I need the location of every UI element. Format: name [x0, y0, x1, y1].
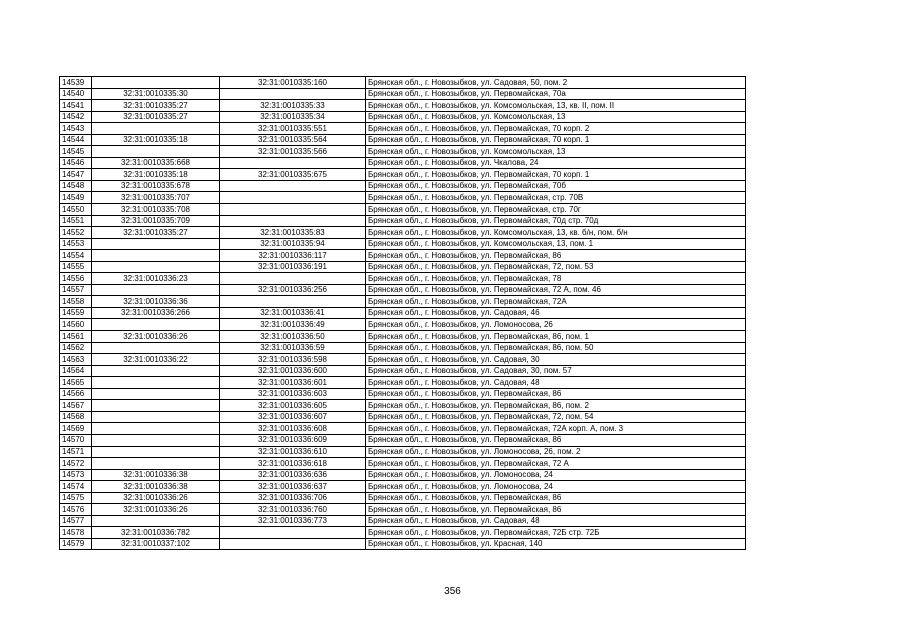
row-number-cell: 14550 — [60, 204, 92, 216]
object-cadastral-number-cell: 32:31:0010336:607 — [220, 411, 366, 423]
row-number-cell: 14572 — [60, 458, 92, 470]
land-cadastral-number-cell — [92, 123, 220, 135]
object-cadastral-number-cell: 32:31:0010336:637 — [220, 481, 366, 493]
table-row — [60, 446, 746, 458]
address-cell: Брянская обл., г. Новозыбков, ул. Первомайская, 72А корп. А, пом. 3 — [366, 423, 746, 435]
row-number-cell: 14570 — [60, 434, 92, 446]
row-number-cell: 14566 — [60, 388, 92, 400]
row-number-cell: 14543 — [60, 123, 92, 135]
table-row — [60, 481, 746, 493]
table-row — [60, 307, 746, 319]
object-cadastral-number-cell: 32:31:0010335:83 — [220, 227, 366, 239]
address-cell: Брянская обл., г. Новозыбков, ул. Комсомольская, 13 — [366, 111, 746, 123]
land-cadastral-number-cell: 32:31:0010336:266 — [92, 307, 220, 319]
row-number-cell: 14559 — [60, 307, 92, 319]
row-number-cell: 14575 — [60, 492, 92, 504]
row-number-cell: 14551 — [60, 215, 92, 227]
row-number-cell: 14577 — [60, 515, 92, 527]
row-number-cell: 14547 — [60, 169, 92, 181]
table-row — [60, 515, 746, 527]
land-cadastral-number-cell: 32:31:0010335:27 — [92, 227, 220, 239]
land-cadastral-number-cell: 32:31:0010335:18 — [92, 134, 220, 146]
row-number-cell: 14553 — [60, 238, 92, 250]
address-cell: Брянская обл., г. Новозыбков, ул. Первомайская, 86, пом. 1 — [366, 331, 746, 343]
address-cell: Брянская обл., г. Новозыбков, ул. Комсомольская, 13, кв. II, пом. II — [366, 100, 746, 112]
table-row — [60, 111, 746, 123]
object-cadastral-number-cell: 32:31:0010336:601 — [220, 377, 366, 389]
address-cell: Брянская обл., г. Новозыбков, ул. Первомайская, 72Б стр. 72Б — [366, 527, 746, 539]
address-cell: Брянская обл., г. Новозыбков, ул. Первомайская, 72 А — [366, 458, 746, 470]
address-cell: Брянская обл., г. Новозыбков, ул. Первомайская, 70б — [366, 180, 746, 192]
land-cadastral-number-cell — [92, 77, 220, 89]
row-number-cell: 14563 — [60, 354, 92, 366]
object-cadastral-number-cell: 32:31:0010336:773 — [220, 515, 366, 527]
table-row — [60, 296, 746, 308]
table-row — [60, 180, 746, 192]
address-cell: Брянская обл., г. Новозыбков, ул. Комсомольская, 13 — [366, 146, 746, 158]
row-number-cell: 14539 — [60, 77, 92, 89]
table-row — [60, 123, 746, 135]
table-row — [60, 319, 746, 331]
object-cadastral-number-cell: 32:31:0010336:59 — [220, 342, 366, 354]
address-cell: Брянская обл., г. Новозыбков, ул. Ломоносова, 24 — [366, 481, 746, 493]
table-row — [60, 227, 746, 239]
address-cell: Брянская обл., г. Новозыбков, ул. Садовая, 48 — [366, 377, 746, 389]
address-cell: Брянская обл., г. Новозыбков, ул. Первомайская, 70 корп. 2 — [366, 123, 746, 135]
land-cadastral-number-cell: 32:31:0010337:102 — [92, 538, 220, 550]
land-cadastral-number-cell: 32:31:0010336:26 — [92, 492, 220, 504]
object-cadastral-number-cell: 32:31:0010336:603 — [220, 388, 366, 400]
table-row — [60, 423, 746, 435]
land-cadastral-number-cell — [92, 388, 220, 400]
address-cell: Брянская обл., г. Новозыбков, ул. Первомайская, 70а — [366, 88, 746, 100]
table-row — [60, 192, 746, 204]
object-cadastral-number-cell: 32:31:0010335:551 — [220, 123, 366, 135]
table-row — [60, 331, 746, 343]
row-number-cell: 14574 — [60, 481, 92, 493]
table-row — [60, 284, 746, 296]
object-cadastral-number-cell: 32:31:0010336:610 — [220, 446, 366, 458]
land-cadastral-number-cell — [92, 458, 220, 470]
object-cadastral-number-cell: 32:31:0010336:191 — [220, 261, 366, 273]
row-number-cell: 14540 — [60, 88, 92, 100]
land-cadastral-number-cell — [92, 250, 220, 262]
address-cell: Брянская обл., г. Новозыбков, ул. Первомайская, 72, пом. 53 — [366, 261, 746, 273]
table-row — [60, 400, 746, 412]
address-cell: Брянская обл., г. Новозыбков, ул. Первомайская, 86, пом. 2 — [366, 400, 746, 412]
object-cadastral-number-cell: 32:31:0010336:41 — [220, 307, 366, 319]
land-cadastral-number-cell: 32:31:0010336:38 — [92, 469, 220, 481]
row-number-cell: 14565 — [60, 377, 92, 389]
table-row — [60, 388, 746, 400]
table-row — [60, 100, 746, 112]
land-cadastral-number-cell: 32:31:0010335:18 — [92, 169, 220, 181]
table-row — [60, 354, 746, 366]
row-number-cell: 14568 — [60, 411, 92, 423]
land-cadastral-number-cell: 32:31:0010336:36 — [92, 296, 220, 308]
land-cadastral-number-cell: 32:31:0010336:38 — [92, 481, 220, 493]
page-number: 356 — [444, 586, 461, 597]
land-cadastral-number-cell — [92, 261, 220, 273]
object-cadastral-number-cell: 32:31:0010336:598 — [220, 354, 366, 366]
address-cell: Брянская обл., г. Новозыбков, ул. Первомайская, 72А — [366, 296, 746, 308]
table-row — [60, 146, 746, 158]
address-cell: Брянская обл., г. Новозыбков, ул. Первомайская, 70д стр. 70д — [366, 215, 746, 227]
object-cadastral-number-cell: 32:31:0010336:706 — [220, 492, 366, 504]
table-row — [60, 492, 746, 504]
address-cell: Брянская обл., г. Новозыбков, ул. Первомайская, 86 — [366, 388, 746, 400]
land-cadastral-number-cell: 32:31:0010335:708 — [92, 204, 220, 216]
address-cell: Брянская обл., г. Новозыбков, ул. Первомайская, 72 А, пом. 46 — [366, 284, 746, 296]
table-row — [60, 77, 746, 89]
address-cell: Брянская обл., г. Новозыбков, ул. Первомайская, 86 — [366, 504, 746, 516]
address-cell: Брянская обл., г. Новозыбков, ул. Первомайская, 72, пом. 54 — [366, 411, 746, 423]
object-cadastral-number-cell — [220, 192, 366, 204]
land-cadastral-number-cell: 32:31:0010336:26 — [92, 331, 220, 343]
row-number-cell: 14564 — [60, 365, 92, 377]
land-cadastral-number-cell: 32:31:0010336:23 — [92, 273, 220, 285]
row-number-cell: 14569 — [60, 423, 92, 435]
object-cadastral-number-cell — [220, 296, 366, 308]
table-row — [60, 377, 746, 389]
address-cell: Брянская обл., г. Новозыбков, ул. Садовая, 30 — [366, 354, 746, 366]
address-cell: Брянская обл., г. Новозыбков, ул. Садовая, 46 — [366, 307, 746, 319]
row-number-cell: 14555 — [60, 261, 92, 273]
object-cadastral-number-cell: 32:31:0010335:160 — [220, 77, 366, 89]
table-row — [60, 238, 746, 250]
address-cell: Брянская обл., г. Новозыбков, ул. Ломоносова, 26 — [366, 319, 746, 331]
row-number-cell: 14573 — [60, 469, 92, 481]
row-number-cell: 14579 — [60, 538, 92, 550]
land-cadastral-number-cell — [92, 377, 220, 389]
address-cell: Брянская обл., г. Новозыбков, ул. Первомайская, стр. 70г — [366, 204, 746, 216]
land-cadastral-number-cell — [92, 146, 220, 158]
object-cadastral-number-cell: 32:31:0010336:600 — [220, 365, 366, 377]
object-cadastral-number-cell: 32:31:0010336:608 — [220, 423, 366, 435]
object-cadastral-number-cell — [220, 215, 366, 227]
object-cadastral-number-cell: 32:31:0010336:256 — [220, 284, 366, 296]
address-cell: Брянская обл., г. Новозыбков, ул. Первомайская, 86 — [366, 434, 746, 446]
row-number-cell: 14562 — [60, 342, 92, 354]
object-cadastral-number-cell: 32:31:0010336:605 — [220, 400, 366, 412]
object-cadastral-number-cell: 32:31:0010335:94 — [220, 238, 366, 250]
table-row — [60, 169, 746, 181]
table-row — [60, 273, 746, 285]
object-cadastral-number-cell: 32:31:0010335:675 — [220, 169, 366, 181]
object-cadastral-number-cell — [220, 88, 366, 100]
land-cadastral-number-cell: 32:31:0010335:668 — [92, 157, 220, 169]
address-cell: Брянская обл., г. Новозыбков, ул. Первомайская, 70 корп. 1 — [366, 169, 746, 181]
address-cell: Брянская обл., г. Новозыбков, ул. Садовая, 48 — [366, 515, 746, 527]
object-cadastral-number-cell: 32:31:0010336:609 — [220, 434, 366, 446]
land-cadastral-number-cell: 32:31:0010336:26 — [92, 504, 220, 516]
land-cadastral-number-cell — [92, 446, 220, 458]
table-row — [60, 261, 746, 273]
object-cadastral-number-cell: 32:31:0010336:618 — [220, 458, 366, 470]
table-row — [60, 88, 746, 100]
land-cadastral-number-cell: 32:31:0010335:30 — [92, 88, 220, 100]
object-cadastral-number-cell — [220, 157, 366, 169]
table-row — [60, 215, 746, 227]
table-row — [60, 157, 746, 169]
row-number-cell: 14576 — [60, 504, 92, 516]
object-cadastral-number-cell: 32:31:0010335:33 — [220, 100, 366, 112]
address-cell: Брянская обл., г. Новозыбков, ул. Первомайская, 78 — [366, 273, 746, 285]
land-cadastral-number-cell: 32:31:0010336:22 — [92, 354, 220, 366]
address-cell: Брянская обл., г. Новозыбков, ул. Первомайская, 86 — [366, 492, 746, 504]
land-cadastral-number-cell: 32:31:0010335:707 — [92, 192, 220, 204]
object-cadastral-number-cell: 32:31:0010335:564 — [220, 134, 366, 146]
table-row — [60, 469, 746, 481]
object-cadastral-number-cell — [220, 204, 366, 216]
object-cadastral-number-cell: 32:31:0010336:636 — [220, 469, 366, 481]
table-row — [60, 204, 746, 216]
table-row — [60, 134, 746, 146]
row-number-cell: 14560 — [60, 319, 92, 331]
land-cadastral-number-cell — [92, 423, 220, 435]
land-cadastral-number-cell — [92, 238, 220, 250]
row-number-cell: 14571 — [60, 446, 92, 458]
row-number-cell: 14552 — [60, 227, 92, 239]
land-cadastral-number-cell: 32:31:0010336:782 — [92, 527, 220, 539]
table-row — [60, 434, 746, 446]
row-number-cell: 14548 — [60, 180, 92, 192]
row-number-cell: 14544 — [60, 134, 92, 146]
row-number-cell: 14554 — [60, 250, 92, 262]
object-cadastral-number-cell — [220, 180, 366, 192]
table-row — [60, 538, 746, 550]
land-cadastral-number-cell: 32:31:0010335:709 — [92, 215, 220, 227]
land-cadastral-number-cell: 32:31:0010335:27 — [92, 100, 220, 112]
land-cadastral-number-cell — [92, 319, 220, 331]
land-cadastral-number-cell — [92, 434, 220, 446]
row-number-cell: 14558 — [60, 296, 92, 308]
table-row — [60, 342, 746, 354]
address-cell: Брянская обл., г. Новозыбков, ул. Первомайская, 86 — [366, 250, 746, 262]
row-number-cell: 14557 — [60, 284, 92, 296]
table-row — [60, 504, 746, 516]
object-cadastral-number-cell — [220, 273, 366, 285]
address-cell: Брянская обл., г. Новозыбков, ул. Чкалова, 24 — [366, 157, 746, 169]
address-cell: Брянская обл., г. Новозыбков, ул. Садовая, 50, пом. 2 — [366, 77, 746, 89]
object-cadastral-number-cell — [220, 538, 366, 550]
object-cadastral-number-cell: 32:31:0010336:760 — [220, 504, 366, 516]
land-cadastral-number-cell — [92, 365, 220, 377]
object-cadastral-number-cell: 32:31:0010336:50 — [220, 331, 366, 343]
land-cadastral-number-cell — [92, 515, 220, 527]
land-cadastral-number-cell: 32:31:0010335:27 — [92, 111, 220, 123]
address-cell: Брянская обл., г. Новозыбков, ул. Комсомольская, 13, пом. 1 — [366, 238, 746, 250]
registry-table — [59, 76, 746, 550]
address-cell: Брянская обл., г. Новозыбков, ул. Первомайская, 86, пом. 50 — [366, 342, 746, 354]
row-number-cell: 14542 — [60, 111, 92, 123]
table-row — [60, 527, 746, 539]
registry-table-body — [60, 77, 746, 550]
address-cell: Брянская обл., г. Новозыбков, ул. Первомайская, стр. 70В — [366, 192, 746, 204]
land-cadastral-number-cell — [92, 411, 220, 423]
row-number-cell: 14546 — [60, 157, 92, 169]
address-cell: Брянская обл., г. Новозыбков, ул. Комсомольская, 13, кв. б/н, пом. б/н — [366, 227, 746, 239]
address-cell: Брянская обл., г. Новозыбков, ул. Ломоносова, 24 — [366, 469, 746, 481]
table-row — [60, 365, 746, 377]
object-cadastral-number-cell — [220, 527, 366, 539]
object-cadastral-number-cell: 32:31:0010336:49 — [220, 319, 366, 331]
land-cadastral-number-cell — [92, 400, 220, 412]
row-number-cell: 14556 — [60, 273, 92, 285]
address-cell: Брянская обл., г. Новозыбков, ул. Садовая, 30, пом. 57 — [366, 365, 746, 377]
land-cadastral-number-cell: 32:31:0010335:678 — [92, 180, 220, 192]
address-cell: Брянская обл., г. Новозыбков, ул. Красная, 140 — [366, 538, 746, 550]
object-cadastral-number-cell: 32:31:0010335:34 — [220, 111, 366, 123]
address-cell: Брянская обл., г. Новозыбков, ул. Первомайская, 70 корп. 1 — [366, 134, 746, 146]
row-number-cell: 14549 — [60, 192, 92, 204]
object-cadastral-number-cell: 32:31:0010336:117 — [220, 250, 366, 262]
table-row — [60, 250, 746, 262]
row-number-cell: 14567 — [60, 400, 92, 412]
row-number-cell: 14578 — [60, 527, 92, 539]
land-cadastral-number-cell — [92, 284, 220, 296]
row-number-cell: 14561 — [60, 331, 92, 343]
table-row — [60, 458, 746, 470]
object-cadastral-number-cell: 32:31:0010335:566 — [220, 146, 366, 158]
row-number-cell: 14541 — [60, 100, 92, 112]
address-cell: Брянская обл., г. Новозыбков, ул. Ломоносова, 26, пом. 2 — [366, 446, 746, 458]
row-number-cell: 14545 — [60, 146, 92, 158]
land-cadastral-number-cell — [92, 342, 220, 354]
table-row — [60, 411, 746, 423]
